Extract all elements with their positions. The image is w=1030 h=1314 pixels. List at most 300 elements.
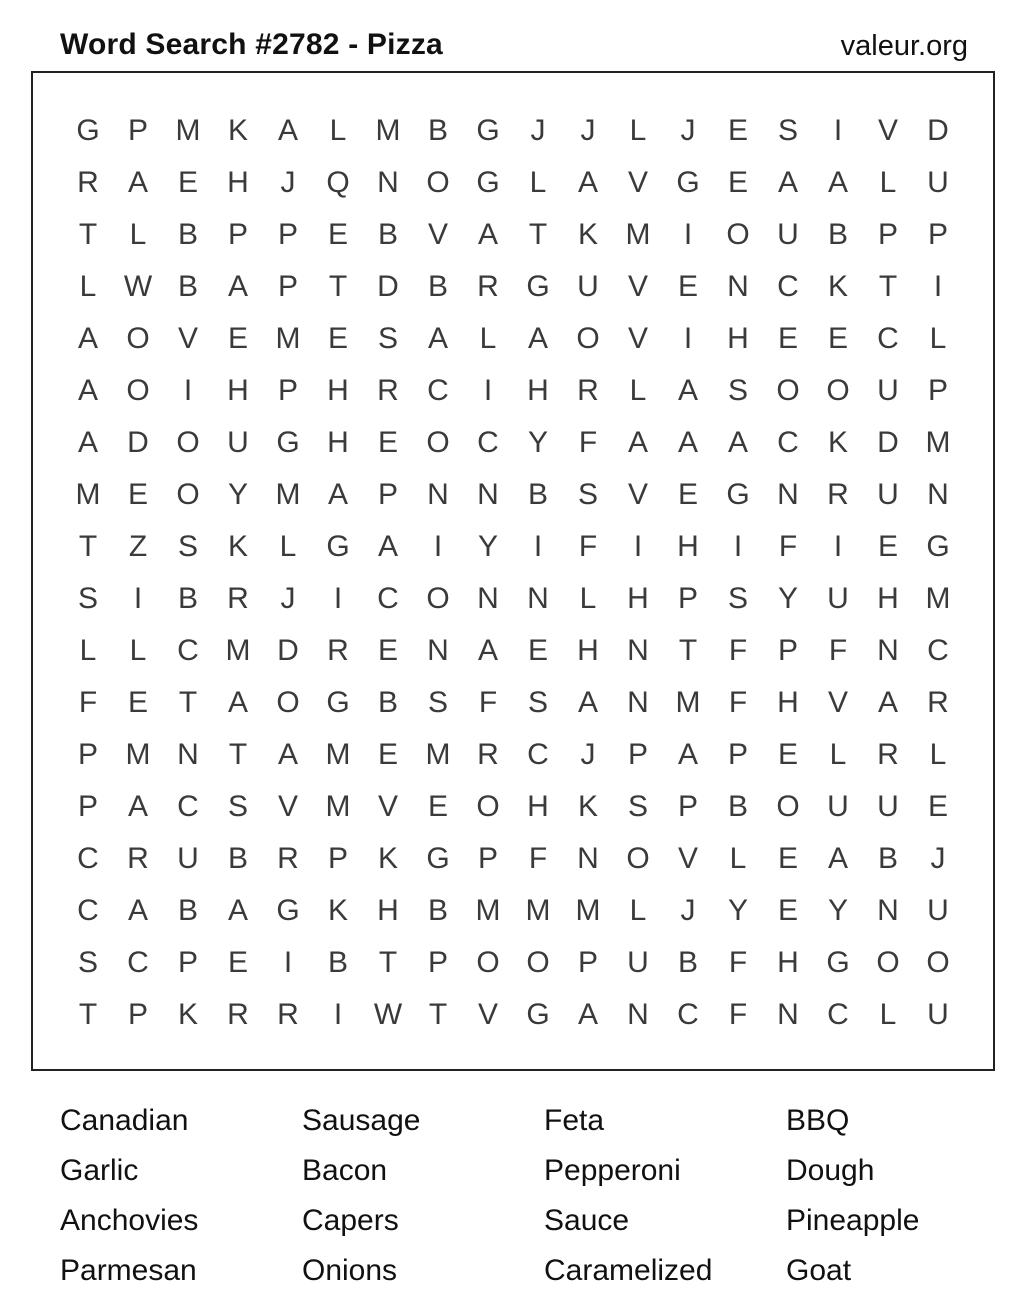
- grid-letter-cell[interactable]: O: [876, 946, 900, 979]
- grid-letter-cell[interactable]: P: [727, 738, 748, 771]
- grid-letter-cell[interactable]: I: [833, 530, 843, 563]
- grid-letter-cell[interactable]: M: [925, 426, 951, 459]
- grid-letter-cell[interactable]: T: [228, 738, 248, 771]
- grid-letter-cell[interactable]: H: [227, 374, 249, 407]
- grid-letter-cell[interactable]: V: [877, 114, 898, 147]
- grid-letter-cell[interactable]: I: [683, 322, 693, 355]
- grid-letter-cell[interactable]: A: [477, 634, 498, 667]
- grid-letter-cell[interactable]: L: [279, 530, 297, 563]
- grid-letter-cell[interactable]: M: [675, 686, 701, 719]
- grid-letter-cell[interactable]: L: [79, 270, 97, 303]
- grid-letter-cell[interactable]: I: [733, 530, 743, 563]
- grid-letter-cell[interactable]: L: [529, 166, 547, 199]
- grid-letter-cell[interactable]: O: [826, 374, 850, 407]
- grid-letter-cell[interactable]: I: [633, 530, 643, 563]
- grid-letter-cell[interactable]: T: [378, 946, 398, 979]
- grid-letter-cell[interactable]: V: [477, 998, 498, 1031]
- grid-letter-cell[interactable]: F: [478, 686, 498, 719]
- grid-letter-cell[interactable]: D: [377, 270, 399, 303]
- grid-letter-cell[interactable]: F: [528, 842, 548, 875]
- grid-letter-cell[interactable]: C: [777, 270, 799, 303]
- grid-letter-cell[interactable]: P: [877, 218, 898, 251]
- grid-letter-cell[interactable]: N: [577, 842, 599, 875]
- grid-letter-cell[interactable]: S: [377, 322, 398, 355]
- grid-letter-cell[interactable]: P: [427, 946, 448, 979]
- grid-letter-cell[interactable]: C: [177, 790, 199, 823]
- grid-letter-cell[interactable]: P: [277, 374, 298, 407]
- grid-letter-cell[interactable]: R: [827, 478, 849, 511]
- grid-letter-cell[interactable]: T: [678, 634, 698, 667]
- grid-letter-cell[interactable]: A: [827, 842, 848, 875]
- grid-letter-cell[interactable]: V: [177, 322, 198, 355]
- grid-letter-cell[interactable]: Y: [227, 478, 248, 511]
- grid-letter-cell[interactable]: T: [178, 686, 198, 719]
- grid-letter-cell[interactable]: S: [727, 582, 748, 615]
- grid-letter-cell[interactable]: Q: [326, 166, 350, 199]
- grid-letter-cell[interactable]: B: [177, 582, 198, 615]
- grid-letter-cell[interactable]: D: [127, 426, 149, 459]
- grid-letter-cell[interactable]: I: [283, 946, 293, 979]
- grid-letter-cell[interactable]: H: [527, 374, 549, 407]
- grid-letter-cell[interactable]: F: [728, 946, 748, 979]
- grid-letter-cell[interactable]: P: [577, 946, 598, 979]
- grid-letter-cell[interactable]: V: [627, 270, 648, 303]
- grid-letter-cell[interactable]: L: [879, 998, 897, 1031]
- grid-letter-cell[interactable]: E: [877, 530, 898, 563]
- grid-letter-cell[interactable]: B: [727, 790, 748, 823]
- grid-letter-cell[interactable]: A: [627, 426, 648, 459]
- grid-letter-cell[interactable]: D: [877, 426, 899, 459]
- grid-letter-cell[interactable]: O: [176, 478, 200, 511]
- grid-letter-cell[interactable]: E: [127, 686, 148, 719]
- grid-letter-cell[interactable]: M: [425, 738, 451, 771]
- grid-letter-cell[interactable]: N: [477, 582, 499, 615]
- grid-letter-cell[interactable]: E: [727, 166, 748, 199]
- grid-letter-cell[interactable]: H: [877, 582, 899, 615]
- grid-letter-cell[interactable]: K: [577, 790, 598, 823]
- grid-letter-cell[interactable]: T: [78, 218, 98, 251]
- grid-letter-cell[interactable]: M: [275, 478, 301, 511]
- grid-letter-cell[interactable]: E: [377, 426, 398, 459]
- grid-letter-cell[interactable]: A: [77, 322, 98, 355]
- grid-letter-cell[interactable]: U: [877, 790, 899, 823]
- grid-letter-cell[interactable]: L: [829, 738, 847, 771]
- grid-letter-cell[interactable]: K: [377, 842, 398, 875]
- grid-letter-cell[interactable]: M: [275, 322, 301, 355]
- grid-letter-cell[interactable]: U: [627, 946, 649, 979]
- grid-letter-cell[interactable]: R: [577, 374, 599, 407]
- grid-letter-cell[interactable]: C: [827, 998, 849, 1031]
- grid-letter-cell[interactable]: F: [728, 634, 748, 667]
- grid-letter-cell[interactable]: A: [827, 166, 848, 199]
- grid-letter-cell[interactable]: I: [333, 998, 343, 1031]
- grid-letter-cell[interactable]: M: [575, 894, 601, 927]
- grid-letter-cell[interactable]: H: [227, 166, 249, 199]
- grid-letter-cell[interactable]: I: [683, 218, 693, 251]
- grid-letter-cell[interactable]: O: [426, 582, 450, 615]
- grid-letter-cell[interactable]: U: [877, 374, 899, 407]
- grid-letter-cell[interactable]: N: [627, 998, 649, 1031]
- grid-letter-cell[interactable]: K: [827, 426, 848, 459]
- grid-letter-cell[interactable]: O: [476, 946, 500, 979]
- grid-letter-cell[interactable]: O: [426, 166, 450, 199]
- grid-letter-cell[interactable]: G: [76, 114, 100, 147]
- grid-letter-cell[interactable]: B: [827, 218, 848, 251]
- grid-letter-cell[interactable]: R: [277, 842, 299, 875]
- grid-letter-cell[interactable]: K: [827, 270, 848, 303]
- grid-letter-cell[interactable]: A: [227, 270, 248, 303]
- grid-letter-cell[interactable]: G: [526, 270, 550, 303]
- grid-letter-cell[interactable]: M: [325, 738, 351, 771]
- grid-letter-cell[interactable]: G: [826, 946, 850, 979]
- grid-letter-cell[interactable]: M: [75, 478, 101, 511]
- grid-letter-cell[interactable]: P: [677, 582, 698, 615]
- grid-letter-cell[interactable]: P: [127, 998, 148, 1031]
- grid-letter-cell[interactable]: G: [276, 426, 300, 459]
- grid-letter-cell[interactable]: N: [527, 582, 549, 615]
- grid-letter-cell[interactable]: A: [127, 894, 148, 927]
- grid-letter-cell[interactable]: E: [327, 322, 348, 355]
- grid-letter-cell[interactable]: N: [427, 478, 449, 511]
- grid-letter-cell[interactable]: A: [127, 166, 148, 199]
- grid-letter-cell[interactable]: P: [927, 218, 948, 251]
- grid-letter-cell[interactable]: A: [227, 686, 248, 719]
- grid-letter-cell[interactable]: F: [78, 686, 98, 719]
- grid-letter-cell[interactable]: V: [277, 790, 298, 823]
- grid-letter-cell[interactable]: M: [625, 218, 651, 251]
- grid-letter-cell[interactable]: B: [327, 946, 348, 979]
- grid-letter-cell[interactable]: L: [729, 842, 747, 875]
- grid-letter-cell[interactable]: R: [277, 998, 299, 1031]
- grid-letter-cell[interactable]: H: [677, 530, 699, 563]
- grid-letter-cell[interactable]: E: [227, 322, 248, 355]
- grid-letter-cell[interactable]: W: [373, 998, 403, 1031]
- grid-letter-cell[interactable]: E: [127, 478, 148, 511]
- grid-letter-cell[interactable]: R: [477, 738, 499, 771]
- grid-letter-cell[interactable]: E: [327, 218, 348, 251]
- grid-letter-cell[interactable]: R: [77, 166, 99, 199]
- grid-letter-cell[interactable]: G: [526, 998, 550, 1031]
- grid-letter-cell[interactable]: P: [227, 218, 248, 251]
- grid-letter-cell[interactable]: S: [177, 530, 198, 563]
- grid-letter-cell[interactable]: F: [578, 530, 598, 563]
- grid-letter-cell[interactable]: J: [930, 842, 946, 875]
- grid-letter-cell[interactable]: K: [577, 218, 598, 251]
- grid-letter-cell[interactable]: C: [477, 426, 499, 459]
- grid-letter-cell[interactable]: V: [627, 478, 648, 511]
- grid-letter-cell[interactable]: N: [727, 270, 749, 303]
- grid-letter-cell[interactable]: L: [629, 114, 647, 147]
- grid-letter-cell[interactable]: U: [927, 998, 949, 1031]
- grid-letter-cell[interactable]: L: [479, 322, 497, 355]
- grid-letter-cell[interactable]: R: [227, 582, 249, 615]
- grid-letter-cell[interactable]: A: [277, 114, 298, 147]
- grid-letter-cell[interactable]: N: [877, 634, 899, 667]
- grid-letter-cell[interactable]: H: [627, 582, 649, 615]
- grid-letter-cell[interactable]: J: [280, 582, 296, 615]
- grid-letter-cell[interactable]: T: [78, 998, 98, 1031]
- grid-letter-cell[interactable]: E: [777, 842, 798, 875]
- grid-letter-cell[interactable]: D: [277, 634, 299, 667]
- grid-letter-cell[interactable]: V: [677, 842, 698, 875]
- grid-letter-cell[interactable]: J: [580, 738, 596, 771]
- grid-letter-cell[interactable]: S: [427, 686, 448, 719]
- grid-letter-cell[interactable]: U: [827, 582, 849, 615]
- grid-letter-cell[interactable]: A: [477, 218, 498, 251]
- grid-letter-cell[interactable]: N: [377, 166, 399, 199]
- grid-letter-cell[interactable]: S: [527, 686, 548, 719]
- grid-letter-cell[interactable]: E: [777, 894, 798, 927]
- grid-letter-cell[interactable]: G: [476, 166, 500, 199]
- grid-letter-cell[interactable]: O: [776, 790, 800, 823]
- grid-letter-cell[interactable]: O: [126, 374, 150, 407]
- grid-letter-cell[interactable]: B: [527, 478, 548, 511]
- grid-letter-cell[interactable]: U: [927, 894, 949, 927]
- grid-letter-cell[interactable]: B: [177, 894, 198, 927]
- grid-letter-cell[interactable]: P: [277, 218, 298, 251]
- grid-letter-cell[interactable]: B: [427, 894, 448, 927]
- grid-letter-cell[interactable]: T: [78, 530, 98, 563]
- grid-letter-cell[interactable]: M: [125, 738, 151, 771]
- grid-letter-cell[interactable]: N: [777, 478, 799, 511]
- grid-letter-cell[interactable]: L: [629, 374, 647, 407]
- grid-letter-cell[interactable]: E: [727, 114, 748, 147]
- grid-letter-cell[interactable]: P: [477, 842, 498, 875]
- grid-letter-cell[interactable]: F: [828, 634, 848, 667]
- grid-letter-cell[interactable]: I: [483, 374, 493, 407]
- grid-letter-cell[interactable]: M: [225, 634, 251, 667]
- grid-letter-cell[interactable]: S: [577, 478, 598, 511]
- grid-letter-cell[interactable]: Y: [527, 426, 548, 459]
- grid-letter-cell[interactable]: I: [333, 582, 343, 615]
- grid-letter-cell[interactable]: A: [527, 322, 548, 355]
- grid-letter-cell[interactable]: H: [727, 322, 749, 355]
- grid-letter-cell[interactable]: O: [576, 322, 600, 355]
- grid-letter-cell[interactable]: R: [327, 634, 349, 667]
- grid-letter-cell[interactable]: S: [77, 946, 98, 979]
- grid-letter-cell[interactable]: P: [627, 738, 648, 771]
- grid-letter-cell[interactable]: A: [577, 998, 598, 1031]
- grid-letter-cell[interactable]: L: [879, 166, 897, 199]
- grid-letter-cell[interactable]: O: [176, 426, 200, 459]
- grid-letter-cell[interactable]: N: [877, 894, 899, 927]
- grid-letter-cell[interactable]: B: [427, 270, 448, 303]
- grid-letter-cell[interactable]: H: [327, 426, 349, 459]
- grid-letter-cell[interactable]: V: [627, 322, 648, 355]
- grid-letter-cell[interactable]: A: [577, 686, 598, 719]
- grid-letter-cell[interactable]: S: [627, 790, 648, 823]
- grid-letter-cell[interactable]: A: [77, 426, 98, 459]
- grid-letter-cell[interactable]: U: [927, 166, 949, 199]
- grid-letter-cell[interactable]: C: [777, 426, 799, 459]
- grid-letter-cell[interactable]: M: [925, 582, 951, 615]
- grid-letter-cell[interactable]: A: [777, 166, 798, 199]
- grid-letter-cell[interactable]: B: [677, 946, 698, 979]
- grid-letter-cell[interactable]: C: [77, 894, 99, 927]
- grid-letter-cell[interactable]: O: [126, 322, 150, 355]
- grid-letter-cell[interactable]: O: [626, 842, 650, 875]
- grid-letter-cell[interactable]: M: [525, 894, 551, 927]
- grid-letter-cell[interactable]: F: [728, 686, 748, 719]
- grid-letter-cell[interactable]: R: [377, 374, 399, 407]
- grid-letter-cell[interactable]: J: [580, 114, 596, 147]
- grid-letter-cell[interactable]: B: [877, 842, 898, 875]
- grid-letter-cell[interactable]: U: [227, 426, 249, 459]
- grid-letter-cell[interactable]: S: [227, 790, 248, 823]
- grid-letter-cell[interactable]: V: [377, 790, 398, 823]
- grid-letter-cell[interactable]: A: [77, 374, 98, 407]
- grid-letter-cell[interactable]: G: [676, 166, 700, 199]
- grid-letter-cell[interactable]: V: [827, 686, 848, 719]
- grid-letter-cell[interactable]: C: [127, 946, 149, 979]
- grid-letter-cell[interactable]: T: [428, 998, 448, 1031]
- grid-letter-cell[interactable]: G: [926, 530, 950, 563]
- grid-letter-cell[interactable]: R: [227, 998, 249, 1031]
- grid-letter-cell[interactable]: P: [177, 946, 198, 979]
- grid-letter-cell[interactable]: R: [127, 842, 149, 875]
- grid-letter-cell[interactable]: E: [777, 322, 798, 355]
- grid-letter-cell[interactable]: H: [777, 686, 799, 719]
- grid-letter-cell[interactable]: I: [183, 374, 193, 407]
- grid-letter-cell[interactable]: U: [827, 790, 849, 823]
- grid-letter-cell[interactable]: C: [77, 842, 99, 875]
- grid-letter-cell[interactable]: C: [677, 998, 699, 1031]
- grid-letter-cell[interactable]: I: [933, 270, 943, 303]
- grid-letter-cell[interactable]: A: [127, 790, 148, 823]
- grid-letter-cell[interactable]: J: [680, 894, 696, 927]
- grid-letter-cell[interactable]: Y: [727, 894, 748, 927]
- grid-letter-cell[interactable]: I: [533, 530, 543, 563]
- grid-letter-cell[interactable]: N: [627, 686, 649, 719]
- grid-letter-cell[interactable]: P: [77, 738, 98, 771]
- grid-letter-cell[interactable]: L: [929, 738, 947, 771]
- grid-letter-cell[interactable]: O: [426, 426, 450, 459]
- grid-letter-cell[interactable]: A: [227, 894, 248, 927]
- grid-letter-cell[interactable]: K: [227, 114, 248, 147]
- grid-letter-cell[interactable]: A: [677, 738, 698, 771]
- grid-letter-cell[interactable]: Z: [128, 530, 148, 563]
- grid-letter-cell[interactable]: U: [577, 270, 599, 303]
- grid-letter-cell[interactable]: P: [277, 270, 298, 303]
- grid-letter-cell[interactable]: B: [427, 114, 448, 147]
- grid-letter-cell[interactable]: H: [327, 374, 349, 407]
- grid-letter-cell[interactable]: B: [227, 842, 248, 875]
- grid-letter-cell[interactable]: C: [177, 634, 199, 667]
- grid-letter-cell[interactable]: G: [326, 686, 350, 719]
- grid-letter-cell[interactable]: F: [578, 426, 598, 459]
- grid-letter-cell[interactable]: R: [477, 270, 499, 303]
- grid-letter-cell[interactable]: E: [777, 738, 798, 771]
- grid-letter-cell[interactable]: O: [526, 946, 550, 979]
- grid-letter-cell[interactable]: P: [777, 634, 798, 667]
- grid-letter-cell[interactable]: I: [133, 582, 143, 615]
- grid-letter-cell[interactable]: J: [280, 166, 296, 199]
- grid-letter-cell[interactable]: C: [877, 322, 899, 355]
- grid-letter-cell[interactable]: C: [377, 582, 399, 615]
- grid-letter-cell[interactable]: W: [123, 270, 153, 303]
- grid-letter-cell[interactable]: A: [677, 374, 698, 407]
- grid-letter-cell[interactable]: A: [277, 738, 298, 771]
- grid-letter-cell[interactable]: F: [728, 998, 748, 1031]
- grid-letter-cell[interactable]: G: [276, 894, 300, 927]
- grid-letter-cell[interactable]: B: [377, 218, 398, 251]
- grid-letter-cell[interactable]: L: [129, 218, 147, 251]
- grid-letter-cell[interactable]: C: [527, 738, 549, 771]
- grid-letter-cell[interactable]: C: [927, 634, 949, 667]
- grid-letter-cell[interactable]: N: [777, 998, 799, 1031]
- grid-letter-cell[interactable]: N: [477, 478, 499, 511]
- grid-letter-cell[interactable]: E: [677, 478, 698, 511]
- grid-letter-cell[interactable]: O: [276, 686, 300, 719]
- grid-letter-cell[interactable]: H: [377, 894, 399, 927]
- grid-letter-cell[interactable]: D: [927, 114, 949, 147]
- grid-letter-cell[interactable]: E: [177, 166, 198, 199]
- grid-letter-cell[interactable]: F: [778, 530, 798, 563]
- grid-letter-cell[interactable]: O: [776, 374, 800, 407]
- grid-letter-cell[interactable]: K: [177, 998, 198, 1031]
- grid-letter-cell[interactable]: N: [177, 738, 199, 771]
- grid-letter-cell[interactable]: C: [427, 374, 449, 407]
- grid-letter-cell[interactable]: S: [727, 374, 748, 407]
- grid-letter-cell[interactable]: G: [726, 478, 750, 511]
- grid-letter-cell[interactable]: M: [175, 114, 201, 147]
- grid-letter-cell[interactable]: H: [777, 946, 799, 979]
- grid-letter-cell[interactable]: K: [227, 530, 248, 563]
- grid-letter-cell[interactable]: E: [227, 946, 248, 979]
- grid-letter-cell[interactable]: V: [427, 218, 448, 251]
- grid-letter-cell[interactable]: L: [129, 634, 147, 667]
- grid-letter-cell[interactable]: T: [328, 270, 348, 303]
- grid-letter-cell[interactable]: A: [877, 686, 898, 719]
- grid-letter-cell[interactable]: E: [377, 634, 398, 667]
- grid-letter-cell[interactable]: L: [579, 582, 597, 615]
- grid-letter-cell[interactable]: T: [528, 218, 548, 251]
- grid-letter-cell[interactable]: L: [929, 322, 947, 355]
- grid-letter-cell[interactable]: P: [927, 374, 948, 407]
- grid-letter-cell[interactable]: R: [877, 738, 899, 771]
- grid-letter-cell[interactable]: I: [833, 114, 843, 147]
- grid-letter-cell[interactable]: A: [727, 426, 748, 459]
- grid-letter-cell[interactable]: J: [680, 114, 696, 147]
- grid-letter-cell[interactable]: A: [677, 426, 698, 459]
- grid-letter-cell[interactable]: M: [475, 894, 501, 927]
- grid-letter-cell[interactable]: A: [577, 166, 598, 199]
- grid-letter-cell[interactable]: R: [927, 686, 949, 719]
- grid-letter-cell[interactable]: I: [433, 530, 443, 563]
- grid-letter-cell[interactable]: M: [375, 114, 401, 147]
- grid-letter-cell[interactable]: H: [577, 634, 599, 667]
- grid-letter-cell[interactable]: E: [427, 790, 448, 823]
- grid-letter-cell[interactable]: A: [327, 478, 348, 511]
- grid-letter-cell[interactable]: K: [327, 894, 348, 927]
- grid-letter-cell[interactable]: P: [77, 790, 98, 823]
- grid-letter-cell[interactable]: B: [177, 270, 198, 303]
- grid-letter-cell[interactable]: Y: [777, 582, 798, 615]
- grid-letter-cell[interactable]: L: [329, 114, 347, 147]
- grid-letter-cell[interactable]: O: [926, 946, 950, 979]
- grid-letter-cell[interactable]: L: [629, 894, 647, 927]
- grid-letter-cell[interactable]: H: [527, 790, 549, 823]
- grid-letter-cell[interactable]: E: [377, 738, 398, 771]
- grid-letter-cell[interactable]: U: [177, 842, 199, 875]
- grid-letter-cell[interactable]: Y: [827, 894, 848, 927]
- grid-letter-cell[interactable]: A: [377, 530, 398, 563]
- grid-letter-cell[interactable]: U: [777, 218, 799, 251]
- grid-letter-cell[interactable]: S: [777, 114, 798, 147]
- grid-letter-cell[interactable]: S: [77, 582, 98, 615]
- grid-letter-cell[interactable]: N: [627, 634, 649, 667]
- grid-letter-cell[interactable]: E: [527, 634, 548, 667]
